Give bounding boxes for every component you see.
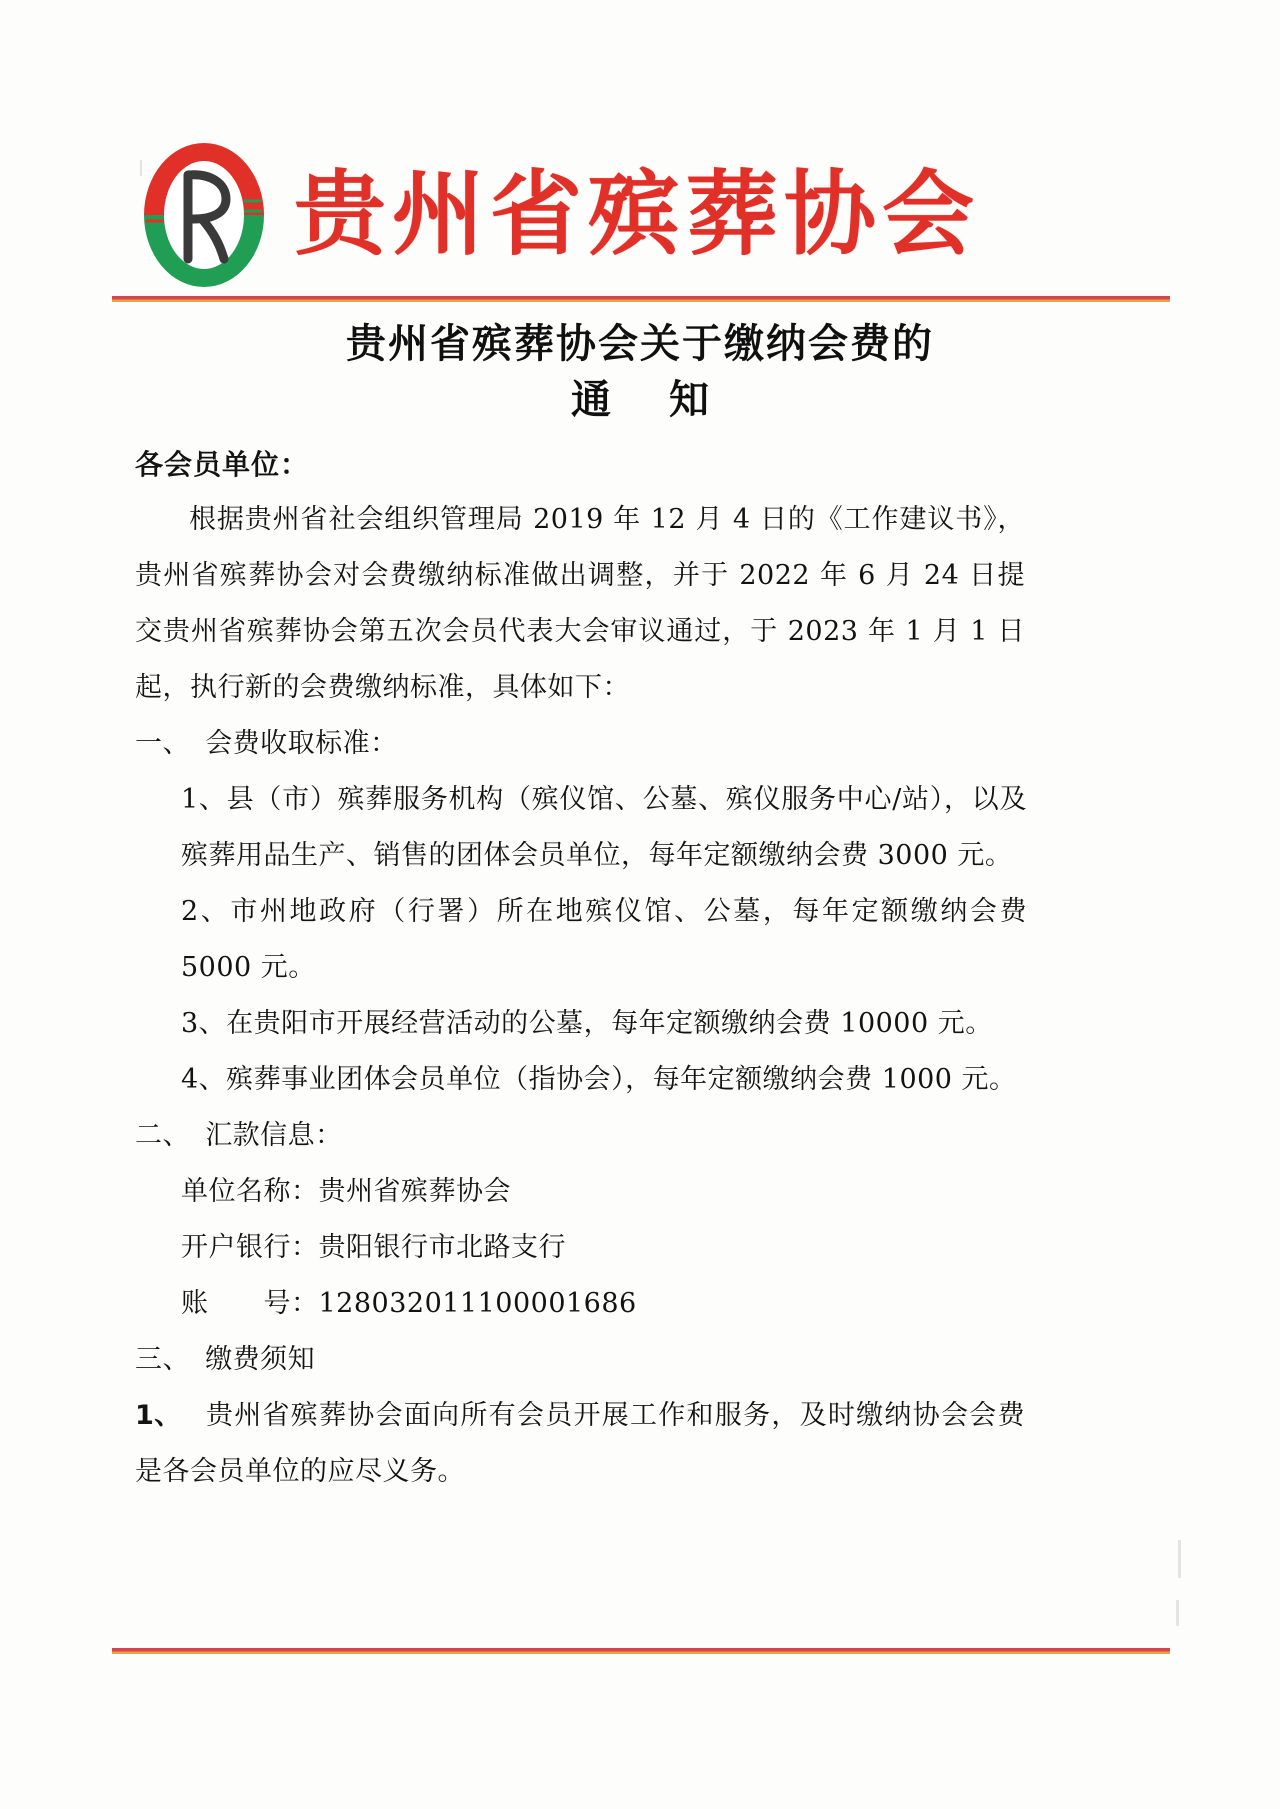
remittance-account-name (135, 1164, 1135, 1220)
payment-note-1-number: 1、 (135, 1400, 182, 1431)
intro-paragraph: 根据贵州省社会组织管理局 2019 年 12 月 4 日的《工作建议书》，贵州省殡葬协会对会费缴纳标准做出调整，并于 2022 年 6 月 24 日提交贵州省殡葬协会第五次会员代表大会审议通过，于 2023 年 1 月 1 日起，执行新的会费缴纳标准，具体如下： (135, 504, 1025, 703)
section-title-2: 汇款信息： (205, 1120, 343, 1151)
fee-item-2: 2、市州地政府（行署）所在地殡仪馆、公墓，每年定额缴纳会费 5000 元。 (181, 896, 1027, 983)
letterhead (0, 120, 1280, 310)
payment-note-1-text: 贵州省殡葬协会面向所有会员开展工作和服务，及时缴纳协会会费是各会员单位的应尽义务。 (135, 1400, 1025, 1487)
title-line-1: 贵州省殡葬协会关于缴纳会费的 (346, 321, 934, 367)
fee-item-3: 3、在贵阳市开展经营活动的公墓，每年定额缴纳会费 10000 元。 (181, 1008, 993, 1039)
title-line-2: 通 知 (571, 377, 731, 423)
footer-divider-rule (112, 1648, 1170, 1654)
scan-artifact (1178, 1540, 1181, 1578)
account-name-label: 单位名称： (181, 1176, 319, 1207)
salutation: 各会员单位： (135, 448, 310, 481)
bank-label: 开户银行： (181, 1232, 319, 1263)
payment-note-1 (135, 1388, 1025, 1500)
bank-value: 贵阳银行市北路支行 (318, 1232, 566, 1263)
section-heading-2 (135, 1108, 1025, 1164)
section-title-3: 缴费须知 (205, 1344, 316, 1375)
scan-artifact (1176, 1600, 1179, 1626)
association-emblem-icon (140, 139, 268, 291)
section-heading-1 (135, 716, 1025, 772)
account-number-value: 128032011100001686 (318, 1288, 637, 1319)
organization-name: 贵州省殡葬协会 (294, 161, 981, 268)
section-heading-3 (135, 1332, 1025, 1388)
section-number-3: 三、 (135, 1344, 190, 1375)
section-title-1: 会费收取标准： (205, 728, 398, 759)
remittance-bank (135, 1220, 1135, 1276)
fee-item-4: 4、殡葬事业团体会员单位（指协会），每年定额缴纳会费 1000 元。 (181, 1064, 1017, 1095)
section-number-2: 二、 (135, 1120, 190, 1151)
remittance-account-number (135, 1276, 1135, 1332)
account-number-label: 账 号： (181, 1288, 319, 1319)
fee-item-1: 1、县（市）殡葬服务机构（殡仪馆、公墓、殡仪服务中心/站），以及殡葬用品生产、销售的团体会员单位，每年定额缴纳会费 3000 元。 (181, 784, 1027, 871)
header-divider-rule (112, 296, 1170, 302)
scan-artifact (140, 160, 142, 176)
page-title (0, 316, 1280, 428)
document-body (135, 438, 1135, 1500)
section-number-1: 一、 (135, 728, 190, 759)
account-name-value: 贵州省殡葬协会 (318, 1176, 511, 1207)
